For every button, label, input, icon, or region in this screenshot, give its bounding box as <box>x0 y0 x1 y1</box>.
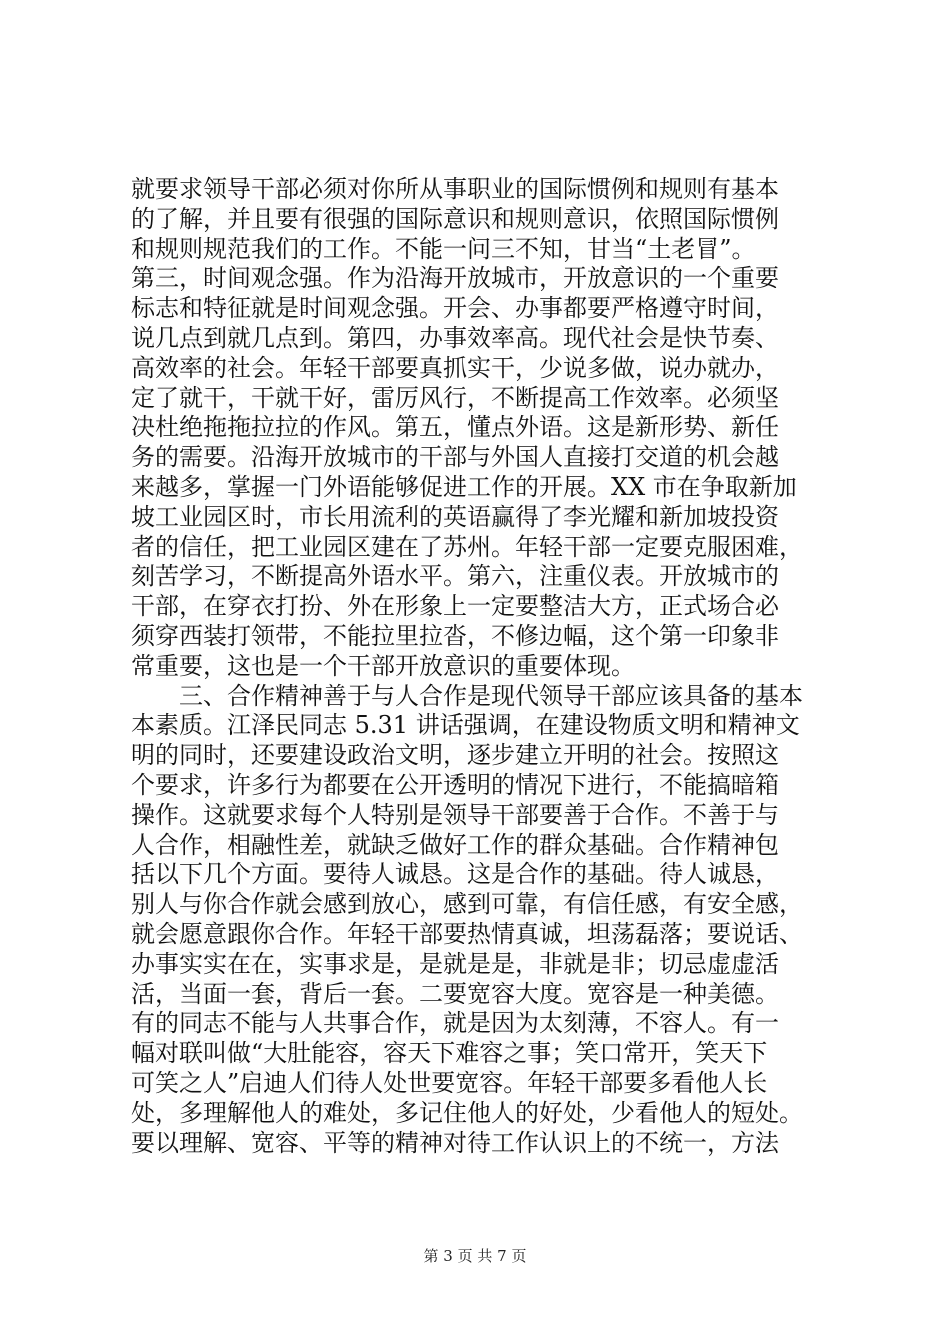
text-line: 别人与你合作就会感到放心，感到可靠，有信任感，有安全感， <box>131 890 803 919</box>
text-line: 个要求，许多行为都要在公开透明的情况下进行，不能搞暗箱 <box>131 770 779 799</box>
text-line: 三、合作精神善于与人合作是现代领导干部应该具备的基本 <box>131 681 803 710</box>
text-line: 明的同时，还要建设政治文明，逐步建立开明的社会。按照这 <box>131 741 779 770</box>
text-line: 来越多，掌握一门外语能够促进工作的开展。XX 市在争取新加 <box>131 472 797 501</box>
text-line: 操作。这就要求每个人特别是领导干部要善于合作。不善于与 <box>131 800 779 829</box>
text-line: 者的信任，把工业园区建在了苏州。年轻干部一定要克服困难， <box>131 532 803 561</box>
text-line: 活，当面一套，背后一套。二要宽容大度。宽容是一种美德。 <box>131 979 779 1008</box>
text-line: 的了解，并且要有很强的国际意识和规则意识，依照国际惯例 <box>131 204 779 233</box>
text-line: 坡工业园区时，市长用流利的英语赢得了李光耀和新加坡投资 <box>131 502 779 531</box>
text-line: 说几点到就几点到。第四，办事效率高。现代社会是快节奏、 <box>131 323 779 352</box>
text-line: 就要求领导干部必须对你所从事职业的国际惯例和规则有基本 <box>131 175 779 203</box>
text-line: 定了就干，干就干好，雷厉风行，不断提高工作效率。必须坚 <box>131 383 779 412</box>
text-line: 本素质。江泽民同志 5.31 讲话强调，在建设物质文明和精神文 <box>131 711 800 740</box>
text-line: 刻苦学习，不断提高外语水平。第六，注重仪表。开放城市的 <box>131 562 779 591</box>
text-line: 处，多理解他人的难处，多记住他人的好处，少看他人的短处。 <box>131 1098 803 1127</box>
page-footer: 第 3 页 共 7 页 <box>423 1247 527 1265</box>
text-line: 办事实实在在，实事求是，是就是是，非就是非；切忌虚虚活 <box>131 949 779 978</box>
text-line: 常重要，这也是一个干部开放意识的重要体现。 <box>131 651 635 680</box>
text-line: 括以下几个方面。要待人诚恳。这是合作的基础。待人诚恳， <box>131 860 779 889</box>
text-line: 人合作，相融性差，就缺乏做好工作的群众基础。合作精神包 <box>131 830 779 859</box>
text-line: 幅对联叫做“大肚能容，容天下难容之事；笑口常开，笑天下 <box>131 1039 768 1068</box>
text-line: 就会愿意跟你合作。年轻干部要热情真诚，坦荡磊落；要说话、 <box>131 919 803 948</box>
text-line: 可笑之人”启迪人们待人处世要宽容。年轻干部要多看他人长 <box>131 1068 768 1097</box>
text-line: 须穿西装打领带，不能拉里拉沓，不修边幅，这个第一印象非 <box>131 621 779 650</box>
text-line: 要以理解、宽容、平等的精神对待工作认识上的不统一，方法 <box>131 1128 779 1157</box>
text-line: 有的同志不能与人共事合作，就是因为太刻薄，不容人。有一 <box>131 1009 779 1038</box>
body-text <box>131 175 831 1158</box>
text-line: 第三，时间观念强。作为沿海开放城市，开放意识的一个重要 <box>131 264 779 293</box>
text-line: 标志和特征就是时间观念强。开会、办事都要严格遵守时间， <box>131 294 779 323</box>
text-line: 务的需要。沿海开放城市的干部与外国人直接打交道的机会越 <box>131 443 779 472</box>
text-line: 干部，在穿衣打扮、外在形象上一定要整洁大方，正式场合必 <box>131 592 779 621</box>
text-line: 高效率的社会。年轻干部要真抓实干，少说多做，说办就办， <box>131 353 779 382</box>
text-line: 决杜绝拖拖拉拉的作风。第五，懂点外语。这是新形势、新任 <box>131 413 779 442</box>
text-line: 和规则规范我们的工作。不能一问三不知，甘当“土老冒”。 <box>131 234 756 263</box>
